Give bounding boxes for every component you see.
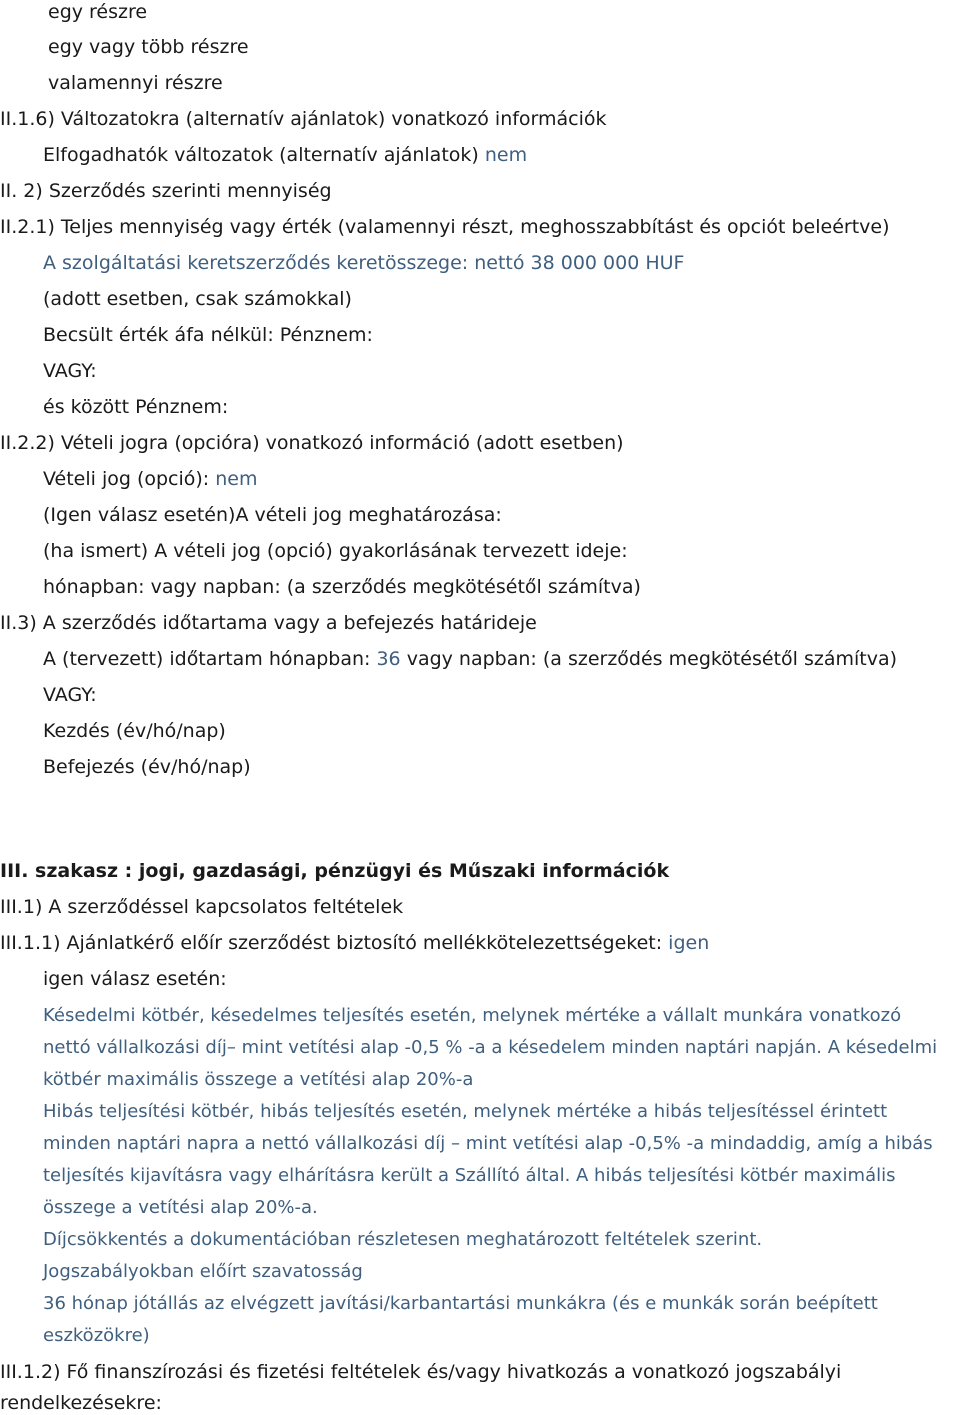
delay-penalty-line-1: Késedelmi kötbér, késedelmes teljesítés esetén, melynek mértéke a vállalt munkára vonatkozó — [43, 1005, 902, 1026]
variants-accepted-label: Elfogadhatók változatok (alternatív ajánlatok) — [43, 144, 479, 166]
option-one-part: egy részre — [48, 1, 148, 23]
section-heading-ii-3: II.3) A szerződés időtartama vagy a befejezés határideje — [0, 612, 537, 634]
delay-penalty-line-2: nettó vállalkozási díj– mint vetítési alap -0,5 % -a a késedelem minden naptári napján. A késedelmi — [43, 1037, 938, 1058]
if-yes-label: igen válasz esetén: — [43, 968, 227, 990]
option-right-label: Vételi jog (opció): — [43, 468, 210, 490]
option-planned-time-label: (ha ismert) A vételi jog (opció) gyakorlásának tervezett ideje: — [43, 540, 628, 562]
delay-penalty-line-3: kötbér maximális összege a vetítési alap 20%-a — [43, 1069, 474, 1090]
estimated-value-label: Becsült érték áfa nélkül: Pénznem: — [43, 324, 373, 346]
section-heading-ii-2-1: II.2.1) Teljes mennyiség vagy érték (valamennyi részt, meghosszabbítást és opciót beleértve) — [0, 216, 890, 238]
section-heading-iii-1-2-line-1: III.1.2) Fő finanszírozási és fizetési feltételek és/vagy hivatkozás a vonatkozó jogszabályi — [0, 1361, 842, 1383]
section-heading-ii-2: II. 2) Szerződés szerinti mennyiség — [0, 180, 332, 202]
guarantee-line-1: 36 hónap jótállás az elvégzett javítási/karbantartási munkákra (és e munkák során beépített — [43, 1293, 878, 1314]
section-heading-iii-1-2-line-2: rendelkezésekre: — [0, 1392, 162, 1414]
guarantee-line-2: eszközökre) — [43, 1325, 150, 1346]
duration-prefix: A (tervezett) időtartam hónapban: — [43, 648, 371, 670]
guarantees-required-label: III.1.1) Ajánlatkérő előír szerződést biztosító mellékkötelezettségeket: — [0, 932, 663, 954]
duration-line — [43, 647, 897, 671]
section-heading-ii-2-2: II.2.2) Vételi jogra (opcióra) vonatkozó információ (adott esetben) — [0, 432, 624, 454]
duration-or-label: VAGY: — [43, 684, 97, 706]
start-date-label: Kezdés (év/hó/nap) — [43, 720, 226, 742]
guarantees-required-value: igen — [668, 932, 710, 954]
statutory-warranty-text: Jogszabályokban előírt szavatosság — [43, 1261, 363, 1282]
duration-months-value: 36 — [376, 648, 401, 670]
section-heading-ii-1-6: II.1.6) Változatokra (alternatív ajánlatok) vonatkozó információk — [0, 108, 607, 130]
section-heading-iii-1-1 — [0, 931, 709, 955]
or-label: VAGY: — [43, 360, 97, 382]
variants-accepted-line — [43, 143, 527, 167]
defect-penalty-line-3: teljesítés kijavításra vagy elhárításra került a Szállító által. A hibás teljesítési kötbér maximális — [43, 1165, 896, 1186]
variants-accepted-value: nem — [484, 144, 528, 166]
option-all-parts: valamennyi részre — [48, 72, 223, 94]
end-date-label: Befejezés (év/hó/nap) — [43, 756, 251, 778]
section-heading-iii: III. szakasz : jogi, gazdasági, pénzügyi és Műszaki információk — [0, 860, 670, 882]
option-right-line — [43, 467, 258, 491]
defect-penalty-line-1: Hibás teljesítési kötbér, hibás teljesítés esetén, melynek mértéke a hibás teljesítéssel érintett — [43, 1101, 888, 1122]
defect-penalty-line-4: összege a vetítési alap 20%-a. — [43, 1197, 318, 1218]
section-heading-iii-1: III.1) A szerződéssel kapcsolatos feltételek — [0, 896, 404, 918]
option-months-days-label: hónapban: vagy napban: (a szerződés megkötésétől számítva) — [43, 576, 641, 598]
option-right-value: nem — [215, 468, 258, 490]
defect-penalty-line-2: minden naptári napra a nettó vállalkozási díj – mint vetítési alap -0,5% -a mindaddig, amíg a hibás — [43, 1133, 933, 1154]
numbers-only-note: (adott esetben, csak számokkal) — [43, 288, 352, 310]
framework-value-text: A szolgáltatási keretszerződés keretösszege: nettó 38 000 000 HUF — [43, 252, 685, 274]
option-definition-label: (Igen válasz esetén)A vételi jog meghatározása: — [43, 504, 502, 526]
duration-suffix: vagy napban: (a szerződés megkötésétől számítva) — [406, 648, 898, 670]
option-one-or-more-parts: egy vagy több részre — [48, 36, 249, 58]
range-currency-label: és között Pénznem: — [43, 396, 229, 418]
fee-reduction-text: Díjcsökkentés a dokumentációban részletesen meghatározott feltételek szerint. — [43, 1229, 763, 1250]
